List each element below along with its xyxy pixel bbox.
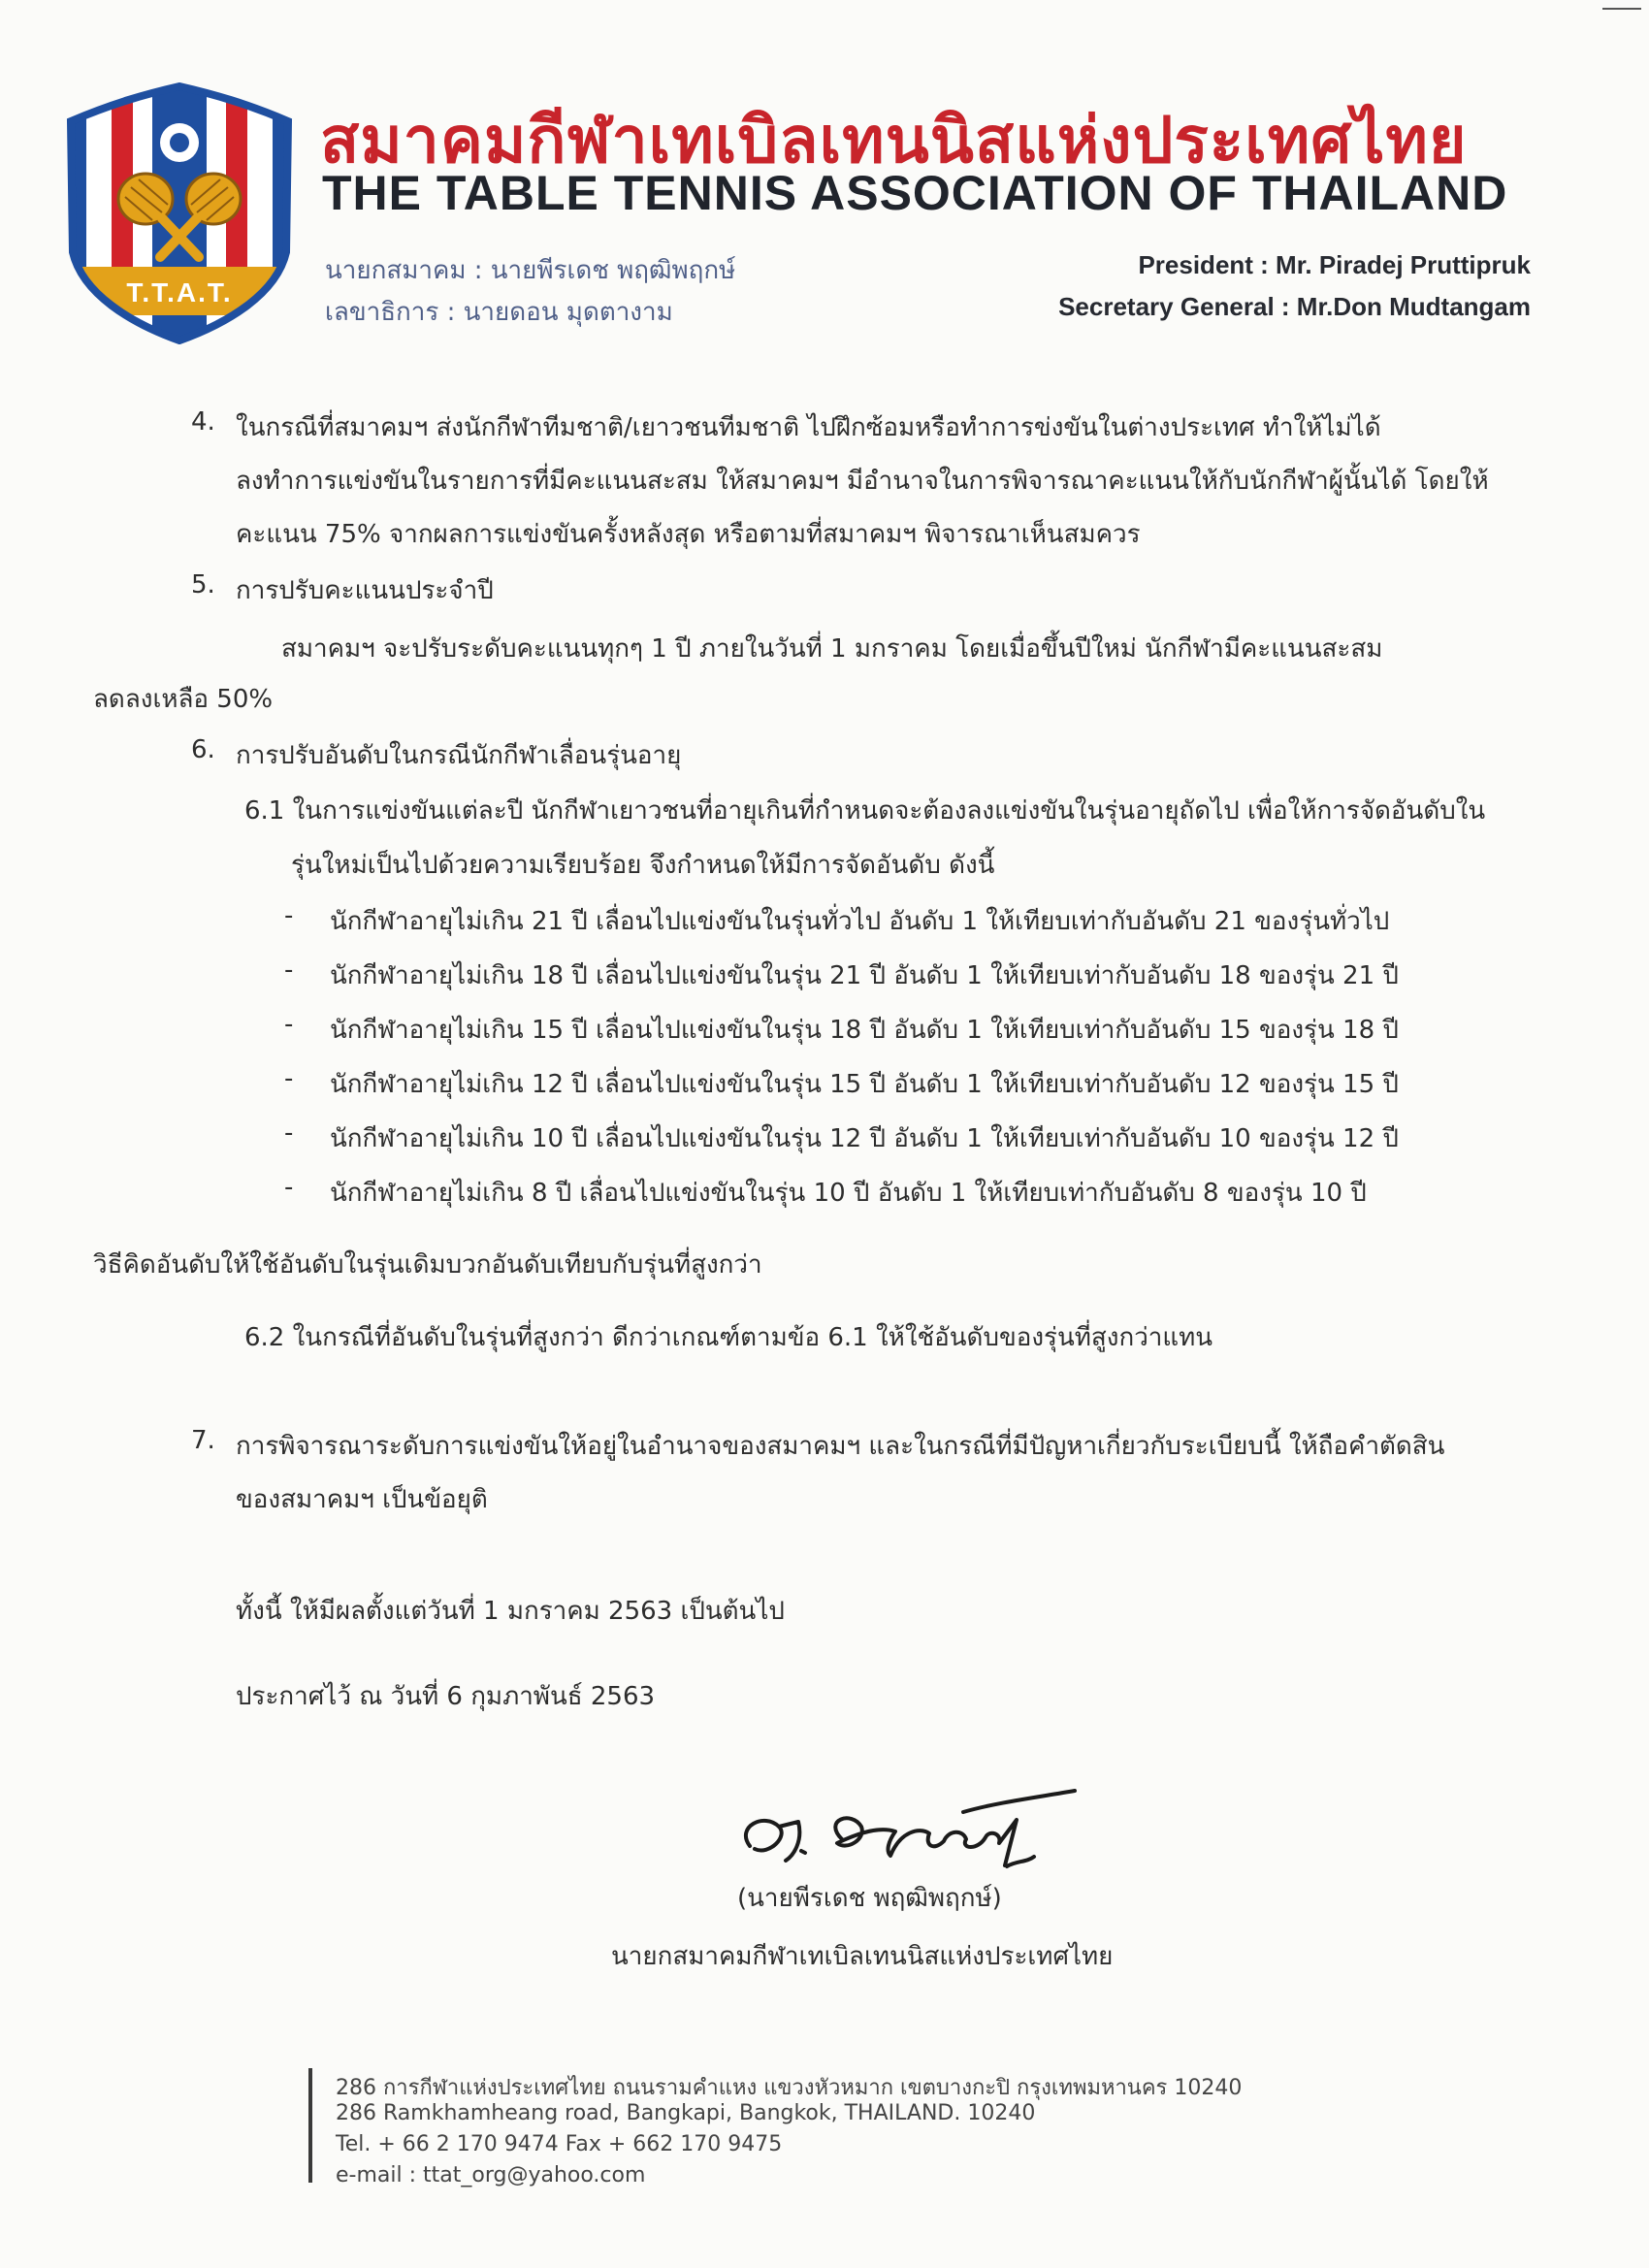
item-6-number: 6. <box>191 735 215 764</box>
item-4-number: 4. <box>191 407 215 437</box>
item-5-paragraph-line-2: ลดลงเหลือ 50% <box>93 685 274 714</box>
item-4-line-2: ลงทำการแข่งขันในรายการที่มีคะแนนสะสม ให้สมาคมฯ มีอำนาจในการพิจารณาคะแนนให้กับนักกีฬาผู้นั้นได้ โดยให้ <box>236 467 1489 496</box>
association-title-thai: สมาคมกีฬาเทเบิลเทนนิสแห่งประเทศไทย <box>320 103 1468 178</box>
rank-rule-item: นักกีฬาอายุไม่เกิน 18 ปี เลื่อนไปแข่งขันในรุ่น 21 ปี อันดับ 1 ให้เทียบเท่ากับอันดับ 18 ของรุ่น 21 ปี <box>330 961 1399 990</box>
secretary-english: Secretary General : Mr.Don Mudtangam <box>1058 292 1531 321</box>
ttat-shield-logo <box>53 82 306 344</box>
item-4-line-1: ในกรณีที่สมาคมฯ ส่งนักกีฬาทีมชาติ/เยาวชนทีมชาติ ไปฝึกซ้อมหรือทำการข่งขันในต่างประเทศ ทำให้ไม่ได้ <box>236 413 1381 442</box>
item-7-line-1: การพิจารณาระดับการแข่งขันให้อยู่ในอำนาจของสมาคมฯ และในกรณีที่มีปัญหาเกี่ยวกับระเบียบนี้ ให้ถือคำตัดสิน <box>236 1432 1445 1461</box>
footer-phone-fax: Tel. + 66 2 170 9474 Fax + 662 170 9475 <box>336 2132 783 2156</box>
signatory-name: (นายพีรเดช พฤฒิพฤกษ์) <box>737 1884 1002 1913</box>
bullet-marker: - <box>284 1064 294 1093</box>
secretary-thai: เลขาธิการ : นายดอน มุดตางาม <box>325 298 673 327</box>
item-6-2: 6.2 ในกรณีที่อันดับในรุ่นที่สูงกว่า ดีกว่าเกณฑ์ตามข้อ 6.1 ให้ใช้อันดับของรุ่นที่สูงกว่าแทน <box>244 1323 1213 1352</box>
bullet-marker: - <box>284 956 294 985</box>
signatory-title: นายกสมาคมกีฬาเทเบิลเทนนิสแห่งประเทศไทย <box>611 1942 1114 1971</box>
association-title-english: THE TABLE TENNIS ASSOCIATION OF THAILAND <box>322 166 1508 220</box>
rank-rule-item: นักกีฬาอายุไม่เกิน 8 ปี เลื่อนไปแข่งขันในรุ่น 10 ปี อันดับ 1 ให้เทียบเท่ากับอันดับ 8 ของรุ่น 10 ปี <box>330 1179 1367 1208</box>
president-english: President : Mr. Piradej Pruttipruk <box>1138 250 1531 279</box>
footer-address-thai: 286 การกีฬาแห่งประเทศไทย ถนนรามคำแหง แขวงหัวหมาก เขตบางกะปิ กรุงเทพมหานคร 10240 <box>336 2076 1243 2100</box>
rank-rule-item: นักกีฬาอายุไม่เกิน 12 ปี เลื่อนไปแข่งขันในรุ่น 15 ปี อันดับ 1 ให้เทียบเท่ากับอันดับ 12 ของรุ่น 15 ปี <box>330 1070 1399 1099</box>
footer-email[interactable]: e-mail : ttat_org@yahoo.com <box>336 2163 646 2187</box>
bullet-marker: - <box>284 901 294 930</box>
rank-rule-item: นักกีฬาอายุไม่เกิน 10 ปี เลื่อนไปแข่งขันในรุ่น 12 ปี อันดับ 1 ให้เทียบเท่ากับอันดับ 10 ของรุ่น 12 ปี <box>330 1124 1399 1153</box>
item-6-1-line-2: รุ่นใหม่เป็นไปด้วยความเรียบร้อย จึงกำหนดให้มีการจัดอันดับ ดังนี้ <box>291 851 995 880</box>
scan-corner-mark <box>1602 8 1641 10</box>
rank-rule-item: นักกีฬาอายุไม่เกิน 15 ปี เลื่อนไปแข่งขันในรุ่น 18 ปี อันดับ 1 ให้เทียบเท่ากับอันดับ 15 ของรุ่น 18 ปี <box>330 1016 1399 1045</box>
item-7-number: 7. <box>191 1426 215 1455</box>
bullet-marker: - <box>284 1173 294 1202</box>
bullet-marker: - <box>284 1010 294 1039</box>
effective-date: ทั้งนี้ ให้มีผลตั้งแต่วันที่ 1 มกราคม 2563 เป็นต้นไป <box>236 1597 785 1626</box>
item-7-line-2: ของสมาคมฯ เป็นข้อยุติ <box>236 1485 488 1514</box>
item-4-line-3: คะแนน 75% จากผลการแข่งขันครั้งหลังสุด หรือตามที่สมาคมฯ พิจารณาเห็นสมควร <box>236 520 1141 549</box>
rank-method-note: วิธีคิดอันดับให้ใช้อันดับในรุ่นเดิมบวกอันดับเทียบกับรุ่นที่สูงกว่า <box>93 1250 762 1280</box>
footer-divider <box>308 2068 312 2183</box>
item-5-paragraph-line-1: สมาคมฯ จะปรับระดับคะแนนทุกๆ 1 ปี ภายในวันที่ 1 มกราคม โดยเมื่อขึ้นปีใหม่ นักกีฬามีคะแนนสะสม <box>281 634 1383 664</box>
president-thai: นายกสมาคม : นายพีรเดช พฤฒิพฤกษ์ <box>325 256 736 285</box>
logo-text: T.T.A.T. <box>126 277 233 308</box>
president-signature <box>726 1773 1104 1890</box>
bullet-marker: - <box>284 1118 294 1148</box>
item-5-heading: การปรับคะแนนประจำปี <box>236 576 494 605</box>
rank-rule-item: นักกีฬาอายุไม่เกิน 21 ปี เลื่อนไปแข่งขันในรุ่นทั่วไป อันดับ 1 ให้เทียบเท่ากับอันดับ 21 ของรุ่นทั่วไป <box>330 907 1390 936</box>
footer-address-english: 286 Ramkhamheang road, Bangkapi, Bangkok, THAILAND. 10240 <box>336 2101 1036 2125</box>
announcement-date: ประกาศไว้ ณ วันที่ 6 กุมภาพันธ์ 2563 <box>236 1682 656 1711</box>
item-6-heading: การปรับอันดับในกรณีนักกีฬาเลื่อนรุ่นอายุ <box>236 741 682 770</box>
item-5-number: 5. <box>191 570 215 599</box>
item-6-1-line-1: 6.1 ในการแข่งขันแต่ละปี นักกีฬาเยาวชนที่อายุเกินที่กำหนดจะต้องลงแข่งขันในรุ่นอายุถัดไป เพื่อให้การจัดอันดับใน <box>244 796 1486 826</box>
